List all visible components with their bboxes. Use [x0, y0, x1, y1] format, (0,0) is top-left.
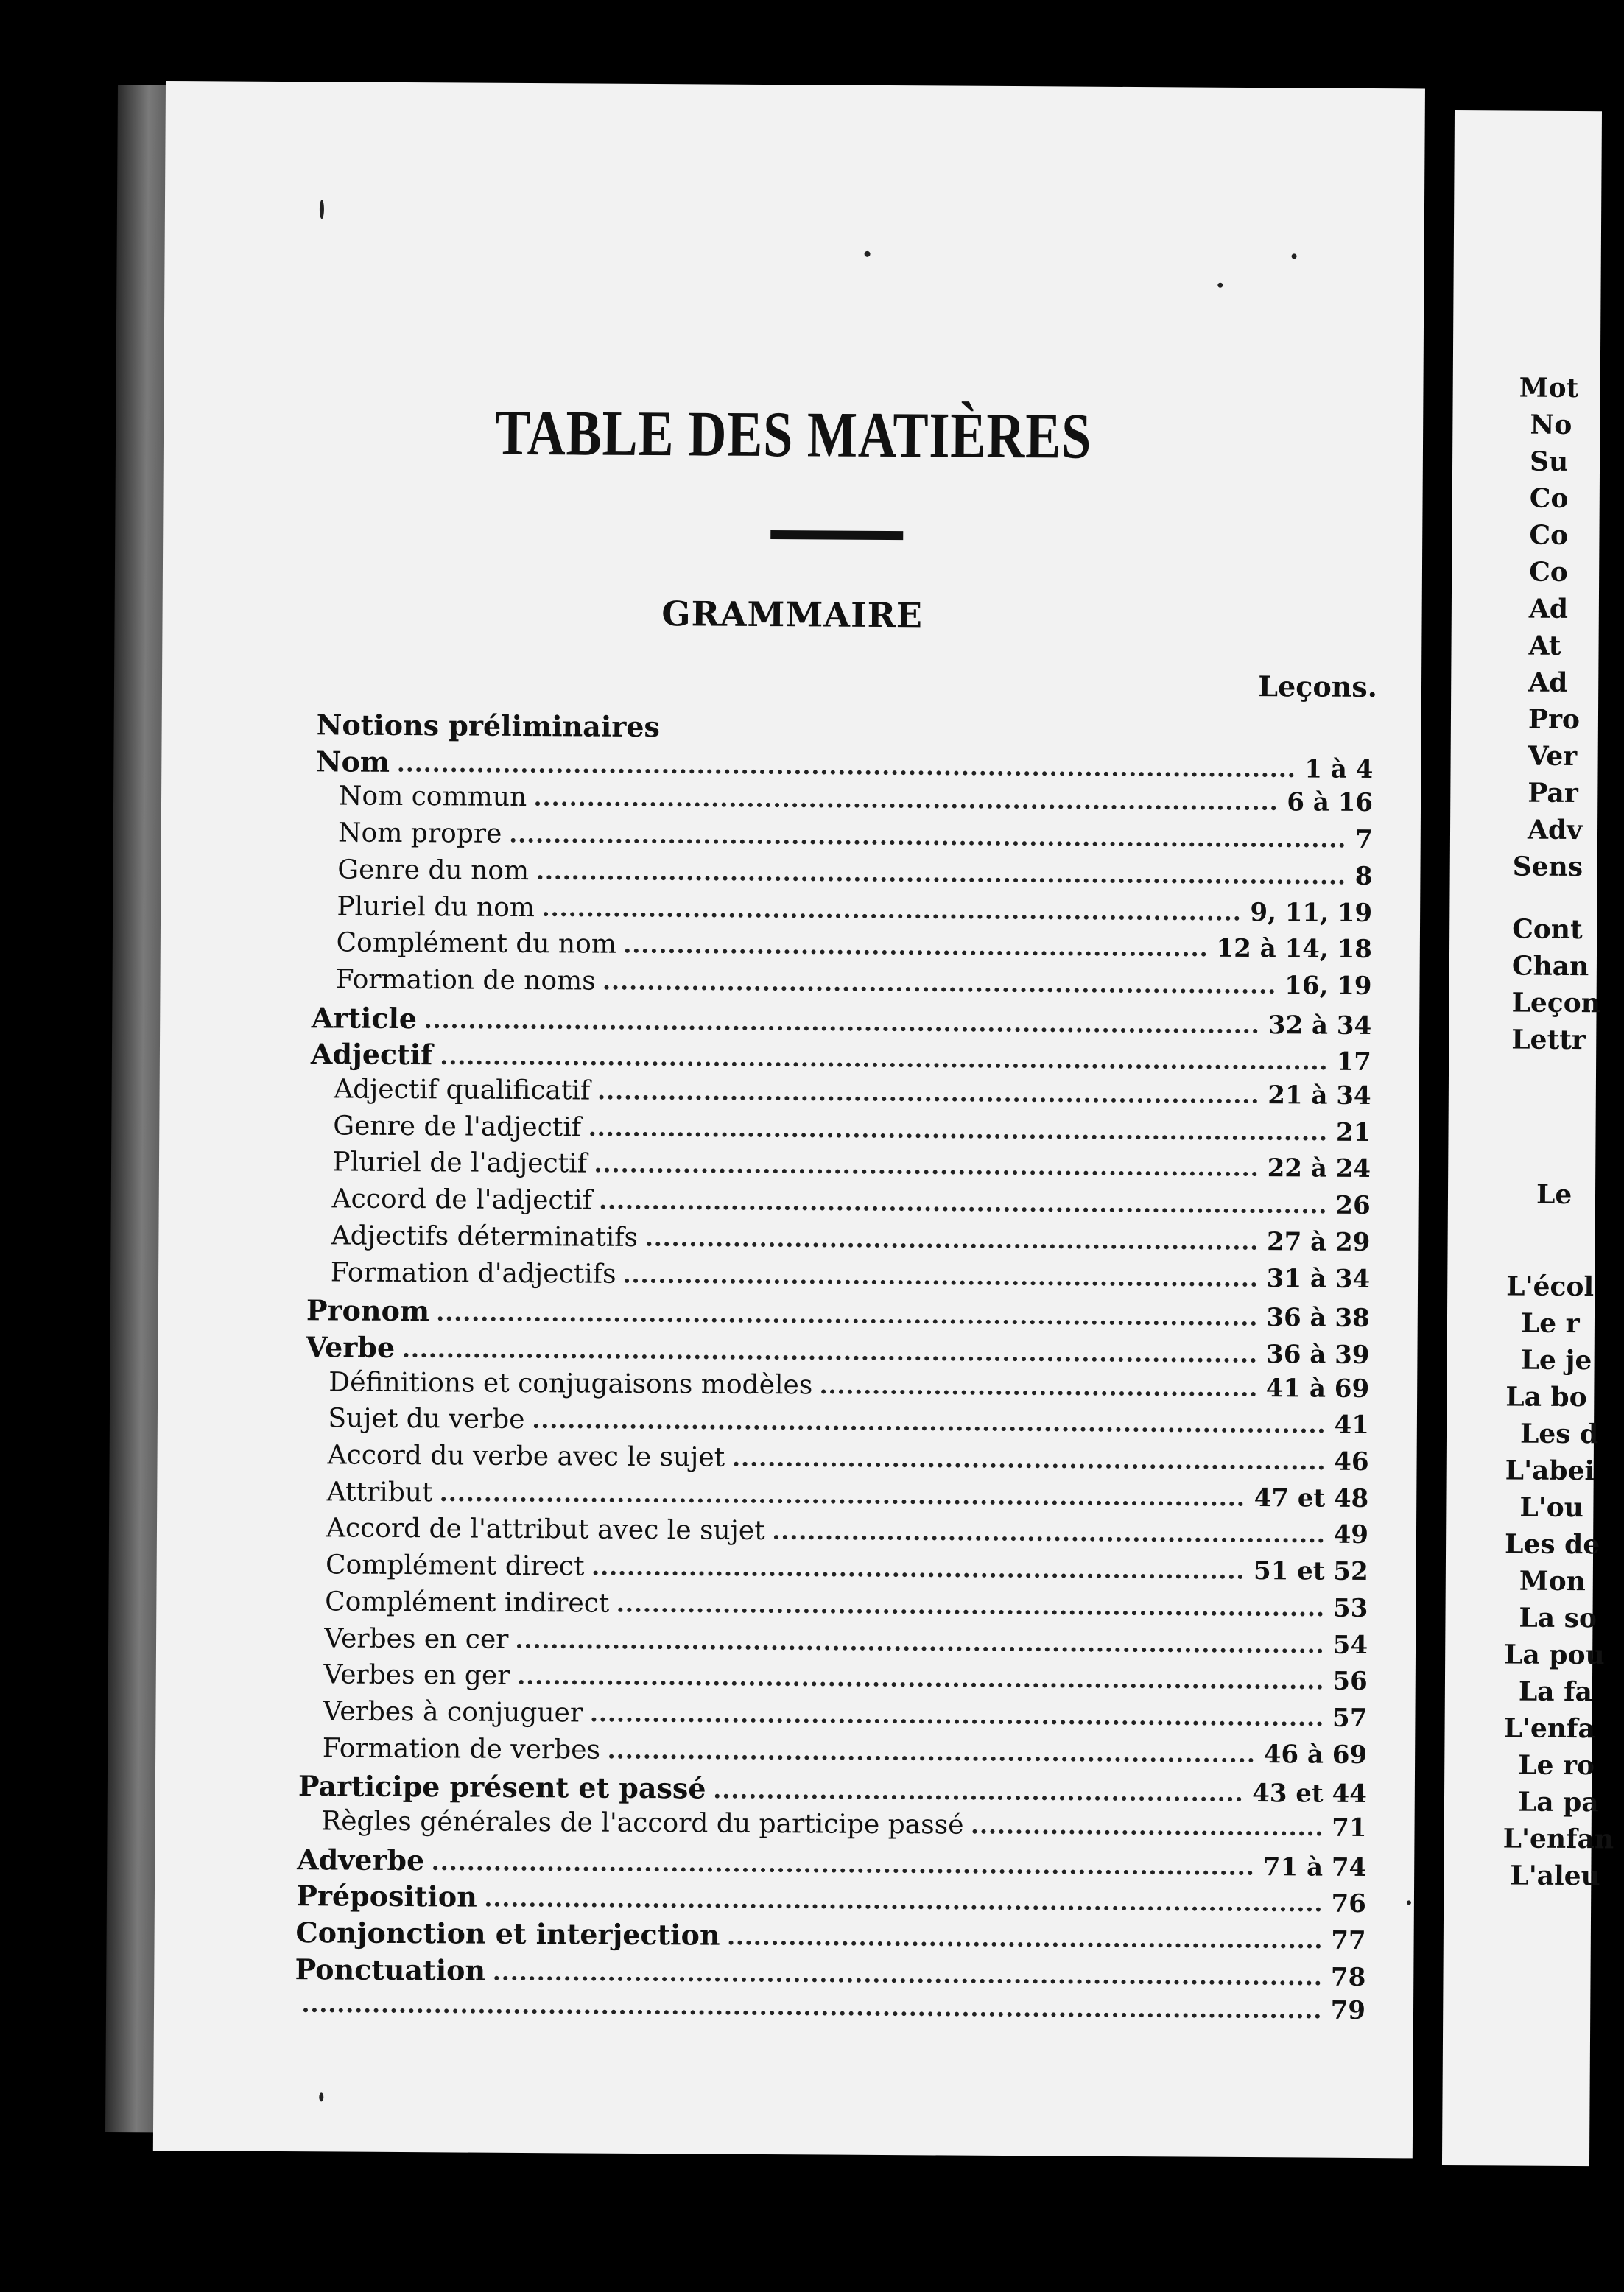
dot-leader: [510, 838, 1345, 848]
toc-entry-label: Pluriel de l'adjectif: [332, 1147, 588, 1179]
right-page-fragment: Le r: [1520, 1307, 1580, 1340]
toc-entry-label: Adverbe: [297, 1842, 425, 1877]
ink-speck: [319, 2092, 323, 2101]
right-page-fragment: Lettr: [1511, 1024, 1586, 1056]
section-heading: GRAMMAIRE: [661, 594, 924, 636]
dot-leader: [625, 949, 1206, 957]
toc-entry-label: Verbes en cer: [324, 1623, 509, 1655]
toc-entry-label: Complément du nom: [336, 927, 617, 960]
toc-entry-label: Nom propre: [337, 818, 502, 849]
dot-leader: [404, 1353, 1256, 1363]
right-page-fragment: La so: [1519, 1602, 1597, 1634]
right-page-fragment: Ver: [1528, 740, 1578, 773]
toc-entry-page: 47 et 48: [1254, 1483, 1369, 1514]
toc-entry-page: 36 à 39: [1265, 1340, 1370, 1370]
right-page-fragment: La fa: [1518, 1676, 1592, 1708]
toc-entry-page: 41 à 69: [1265, 1373, 1370, 1404]
toc-entry-label: Verbes à conjuguer: [323, 1696, 583, 1729]
right-page-fragment: Les de: [1504, 1528, 1600, 1561]
dot-leader: [774, 1535, 1324, 1543]
toc-row: [321, 1806, 1367, 1849]
toc-entry-label: Ponctuation: [295, 1952, 486, 1987]
toc-entry-page: 32 à 34: [1268, 1010, 1372, 1041]
dot-leader: [438, 1316, 1256, 1326]
right-page-fragment: L'ou: [1519, 1491, 1584, 1524]
toc-entry-label: Définitions et conjugaisons modèles: [328, 1366, 813, 1400]
right-page-fragment: La pou: [1504, 1639, 1605, 1671]
table-of-contents: [153, 81, 1425, 2158]
dot-leader: [593, 1571, 1243, 1579]
toc-row: [334, 1074, 1371, 1117]
toc-row: [336, 964, 1372, 1008]
toc-entry-page: 16, 19: [1284, 971, 1372, 1001]
dot-leader: [734, 1462, 1324, 1470]
right-page-edge: [1442, 110, 1614, 2166]
dot-leader: [728, 1941, 1321, 1949]
toc-entry-label: Complément direct: [325, 1550, 585, 1582]
right-page-fragment: Le je: [1520, 1344, 1592, 1377]
toc-entry-label: Formation de noms: [335, 964, 596, 996]
toc-entry-page: 17: [1336, 1047, 1372, 1078]
dot-leader: [398, 767, 1294, 777]
right-page-fragment: Mot: [1519, 372, 1579, 404]
toc-entry-page: 71 à 74: [1262, 1852, 1367, 1883]
toc-entry-page: 43 et 44: [1252, 1779, 1367, 1810]
dot-leader: [441, 1061, 1326, 1070]
toc-row: [327, 1440, 1368, 1483]
toc-entry-label: Verbe: [306, 1330, 396, 1364]
dot-leader: [591, 1717, 1322, 1726]
dot-leader: [519, 1680, 1322, 1690]
toc-row: [328, 1404, 1369, 1447]
toc-row: [328, 1367, 1369, 1410]
toc-row: [326, 1550, 1368, 1593]
right-page-fragment: L'aleu: [1510, 1860, 1600, 1892]
right-page-fragment: L'enfan: [1502, 1823, 1614, 1855]
toc-entry-page: 57: [1332, 1703, 1368, 1733]
toc-entry-page: 51 et 52: [1253, 1556, 1368, 1587]
toc-entry-label: Adjectif qualificatif: [334, 1074, 591, 1106]
toc-entry-page: 31 à 34: [1266, 1263, 1371, 1294]
toc-entry-label: Conjonction et interjection: [295, 1916, 720, 1952]
toc-row: [327, 1477, 1369, 1520]
toc-entry-page: 49: [1333, 1520, 1369, 1550]
dot-leader: [303, 2008, 1321, 2018]
right-page-fragment: Leçon: [1511, 987, 1601, 1019]
toc-entry-label: Formation d'adjectifs: [330, 1256, 616, 1290]
toc-entry-page: 46 à 69: [1263, 1739, 1368, 1770]
right-page-fragment: Par: [1528, 777, 1578, 809]
toc-entry-label: Notions préliminaires: [316, 708, 661, 744]
right-page-fragment: Co: [1529, 556, 1568, 588]
left-page: [153, 81, 1425, 2158]
toc-row: [337, 891, 1372, 935]
toc-entry-label: Formation de verbes: [322, 1732, 601, 1765]
ink-speck: [1217, 283, 1223, 288]
toc-row: [312, 1001, 1372, 1044]
dot-leader: [601, 1205, 1326, 1214]
toc-entry-page: 41: [1334, 1410, 1370, 1441]
right-page-fragment: Le: [1536, 1178, 1572, 1210]
toc-row: [316, 745, 1374, 788]
toc-entry-label: Sujet du verbe: [328, 1403, 525, 1435]
right-page-fragment: At: [1528, 630, 1561, 661]
right-page-fragment: Pro: [1528, 703, 1581, 736]
ink-speck: [1407, 1900, 1411, 1905]
dot-leader: [533, 1424, 1324, 1433]
dot-leader: [972, 1829, 1321, 1836]
toc-row: [323, 1660, 1368, 1704]
right-page-fragment: L'enfa: [1503, 1712, 1595, 1745]
toc-entry-page: 54: [1332, 1630, 1368, 1660]
toc-entry-label: Complément indirect: [325, 1586, 610, 1619]
toc-entry-page: 12 à 14, 18: [1216, 933, 1372, 965]
toc-row: [331, 1220, 1371, 1264]
right-page-fragment: Sens: [1512, 851, 1583, 883]
toc-entry-label: Genre de l'adjectif: [333, 1111, 582, 1143]
toc-entry-label: Genre du nom: [337, 854, 530, 886]
toc-entry-page: 1 à 4: [1304, 754, 1374, 784]
toc-entry-page: 9, 11, 19: [1250, 897, 1373, 928]
toc-entry-label: Attribut: [326, 1477, 433, 1508]
lecons-column-header: Leçons.: [1258, 669, 1378, 704]
toc-row: [323, 1733, 1368, 1776]
toc-row: [298, 1769, 1367, 1813]
toc-entry-page: 79: [1330, 1995, 1366, 2025]
toc-entry-page: 76: [1331, 1889, 1367, 1919]
page-title: TABLE DES MATIÈRES: [494, 397, 1092, 473]
right-page-fragment: Le ro: [1518, 1749, 1595, 1782]
right-page-fragment: Mon: [1519, 1565, 1586, 1597]
dot-leader: [441, 1497, 1243, 1506]
toc-entry-page: 56: [1332, 1666, 1368, 1697]
right-page-fragment: Co: [1529, 519, 1569, 551]
right-page-fragment: La bo: [1505, 1381, 1587, 1413]
right-page-fragment: Co: [1529, 482, 1569, 514]
dot-leader: [494, 1976, 1321, 1986]
toc-entry-page: 53: [1332, 1593, 1368, 1623]
right-page-fragment: Adv: [1527, 814, 1583, 846]
right-page-fragment: Chan: [1511, 950, 1589, 982]
toc-row: [296, 1880, 1366, 1923]
toc-entry-page: 21: [1335, 1117, 1371, 1147]
toc-row: [339, 781, 1373, 825]
toc-entry-page: 22 à 24: [1267, 1153, 1371, 1184]
dot-leader: [647, 1242, 1256, 1250]
right-page-fragment: Les d: [1519, 1418, 1599, 1450]
right-page-fragment: La pa: [1517, 1786, 1599, 1818]
toc-row: [332, 1147, 1371, 1191]
toc-entry-label: Pluriel du nom: [337, 890, 535, 923]
toc-entry-label: Accord du verbe avec le sujet: [327, 1440, 725, 1473]
toc-row: [338, 818, 1373, 862]
ink-speck: [1292, 253, 1297, 259]
toc-entry-label: Verbes en ger: [323, 1659, 510, 1692]
toc-entry-page: 21 à 34: [1268, 1080, 1371, 1111]
dot-leader: [609, 1754, 1254, 1762]
dot-leader: [596, 1168, 1257, 1176]
dot-leader: [821, 1389, 1256, 1396]
dot-leader: [618, 1608, 1323, 1617]
toc-entry-label: Nom: [315, 744, 390, 778]
dot-leader: [486, 1902, 1321, 1912]
right-page-fragment: Ad: [1528, 593, 1569, 625]
toc-row: [311, 1038, 1371, 1081]
toc-row: [306, 1293, 1370, 1337]
toc-entry-page: 78: [1330, 1962, 1366, 1992]
toc-row: [333, 1111, 1371, 1154]
right-page-fragment: Su: [1529, 446, 1569, 477]
toc-entry-page: 26: [1335, 1190, 1371, 1221]
right-page-fragment: Cont: [1512, 913, 1583, 946]
toc-row: [324, 1623, 1368, 1667]
toc-entry-label: Règles générales de l'accord du participe passé: [320, 1806, 964, 1841]
dot-leader: [426, 1024, 1258, 1033]
toc-entry-page: 46: [1334, 1446, 1369, 1477]
toc-row: [323, 1696, 1367, 1740]
toc-row: [336, 928, 1372, 971]
right-page-fragment: L'abei: [1505, 1455, 1595, 1487]
toc-entry-page: 27 à 29: [1266, 1226, 1371, 1257]
toc-entry-label: Adjectif: [310, 1037, 433, 1072]
ink-speck: [865, 251, 871, 257]
dot-leader: [535, 801, 1276, 810]
dot-leader: [517, 1643, 1322, 1653]
toc-row: [331, 1184, 1370, 1228]
toc-entry-page: 7: [1354, 824, 1373, 855]
toc-row: [295, 1989, 1366, 2033]
dot-leader: [590, 1131, 1326, 1140]
toc-row: [316, 708, 1373, 751]
toc-entry-page: 77: [1331, 1925, 1366, 1956]
toc-row: [331, 1257, 1371, 1301]
toc-row: [306, 1330, 1370, 1374]
toc-entry-label: Adjectifs déterminatifs: [331, 1220, 639, 1253]
dot-leader: [605, 985, 1275, 994]
toc-entry-label: Pronom: [306, 1293, 430, 1328]
toc-entry-page: 8: [1354, 861, 1373, 891]
toc-entry-label: Accord de l'attribut avec le sujet: [326, 1513, 765, 1547]
toc-entry-page: 6 à 16: [1287, 787, 1374, 818]
dot-leader: [433, 1866, 1253, 1875]
dot-leader: [538, 875, 1345, 885]
right-page-fragment: Ad: [1528, 667, 1568, 698]
dot-leader: [544, 912, 1240, 921]
right-page-fragment: L'écol: [1506, 1270, 1595, 1303]
toc-entry-label: Préposition: [296, 1879, 477, 1914]
dot-leader: [714, 1794, 1242, 1801]
toc-entry-label: Nom commun: [338, 781, 527, 813]
toc-row: [295, 1916, 1365, 1959]
toc-entry-page: 71: [1332, 1813, 1367, 1843]
right-page-fragment: No: [1530, 409, 1572, 440]
toc-row: [325, 1586, 1368, 1630]
toc-entry-label: Participe présent et passé: [298, 1769, 706, 1805]
toc-row: [337, 854, 1372, 898]
dot-leader: [625, 1278, 1256, 1286]
toc-entry-label: Article: [311, 1000, 418, 1035]
dot-leader: [599, 1095, 1257, 1103]
toc-entry-label: Accord de l'adjectif: [331, 1184, 593, 1216]
toc-entry-page: 36 à 38: [1266, 1303, 1370, 1334]
toc-row: [326, 1514, 1368, 1557]
